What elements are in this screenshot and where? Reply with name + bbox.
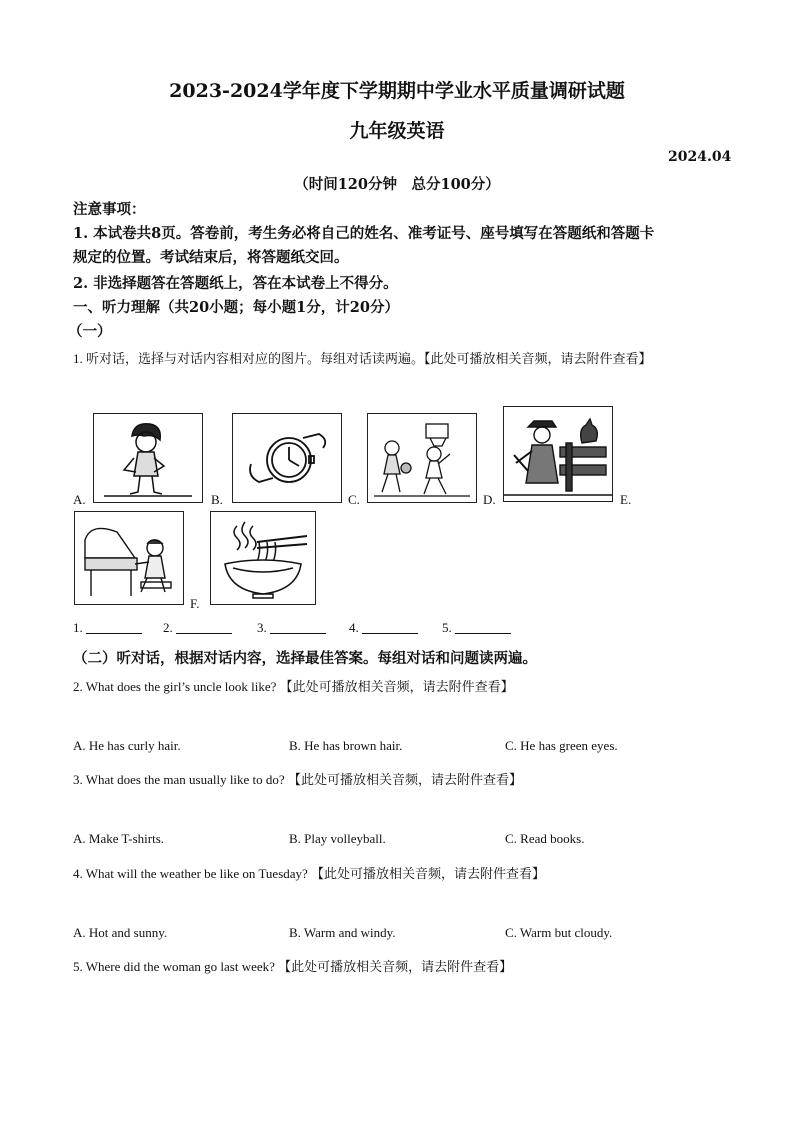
question-5: 5. Where did the woman go last week? 【此处可播放相关音频，请去附件查看】 [73, 959, 513, 974]
notice-item-1-line-2: 规定的位置。考试结束后，将答题纸交回。 [73, 249, 349, 266]
q3-option-a[interactable]: A. Make T-shirts. [73, 831, 164, 846]
wristwatch-icon [233, 414, 341, 502]
exam-date: 2024.04 [668, 149, 732, 165]
question-2: 2. What does the girl’s uncle look like? 【此处可播放相关音频，请去附件查看】 [73, 679, 514, 694]
q4-option-a[interactable]: A. Hot and sunny. [73, 925, 168, 940]
girl-piano-icon [75, 512, 183, 604]
question-4: 4. What will the weather be like on Tuesday? 【此处可播放相关音频，请去附件查看】 [73, 866, 546, 881]
q4-option-c[interactable]: C. Warm but cloudy. [505, 925, 613, 940]
picture-label-b: B. [211, 492, 223, 507]
picture-e [74, 511, 184, 605]
page-subtitle: 九年级英语 [349, 120, 445, 142]
picture-a [93, 413, 203, 503]
notice-item-2: 2. 非选择题答在答题纸上，答在本试卷上不得分。 [73, 275, 398, 292]
q4-option-b[interactable]: B. Warm and windy. [289, 925, 396, 940]
notice-heading: 注意事项： [73, 201, 146, 218]
boy-reading-icon [94, 414, 202, 502]
answer-blank-3[interactable]: 3. [257, 620, 326, 636]
answer-blank-5[interactable]: 5. [442, 620, 511, 636]
q2-option-c[interactable]: C. He has green eyes. [505, 738, 618, 753]
picture-label-f: F. [190, 596, 200, 611]
q1-instruction: 1. 听对话，选择与对话内容相对应的图片。每组对话读两遍。【此处可播放相关音频，请去附件查看】 [73, 351, 652, 366]
picture-c [367, 413, 477, 503]
q2-option-a[interactable]: A. He has curly hair. [73, 738, 181, 753]
picture-label-d: D. [483, 492, 496, 507]
question-3: 3. What does the man usually like to do? 【此处可播放相关音频，请去附件查看】 [73, 772, 522, 787]
q2-option-b[interactable]: B. He has brown hair. [289, 738, 403, 753]
kids-basketball-icon [368, 414, 476, 502]
q3-option-c[interactable]: C. Read books. [505, 831, 585, 846]
time-info: （时间120分钟 总分100分） [294, 176, 500, 193]
picture-label-a: A. [73, 492, 86, 507]
noodles-bowl-icon [211, 512, 315, 604]
picture-label-e: E. [620, 492, 632, 507]
q3-option-b[interactable]: B. Play volleyball. [289, 831, 386, 846]
notice-item-1-line-1: 1. 本试卷共8页。答卷前，考生务必将自己的姓名、准考证号、座号填写在答题纸和答题卡 [73, 225, 655, 242]
answer-blank-2[interactable]: 2. [163, 620, 232, 636]
farmer-rooster-icon [504, 407, 612, 501]
picture-f [210, 511, 316, 605]
picture-b [232, 413, 342, 503]
part-2-heading: （二）听对话，根据对话内容，选择最佳答案。每组对话和问题读两遍。 [73, 650, 537, 667]
part-1-label: （一） [68, 323, 112, 340]
page-title: 2023-2024学年度下学期期中学业水平质量调研试题 [169, 80, 625, 102]
picture-label-c: C. [348, 492, 360, 507]
answer-blank-1[interactable]: 1. [73, 620, 142, 636]
picture-d [503, 406, 613, 502]
section-1-heading: 一、听力理解（共20小题；每小题1分，计20分） [73, 299, 399, 316]
answer-blank-4[interactable]: 4. [349, 620, 418, 636]
